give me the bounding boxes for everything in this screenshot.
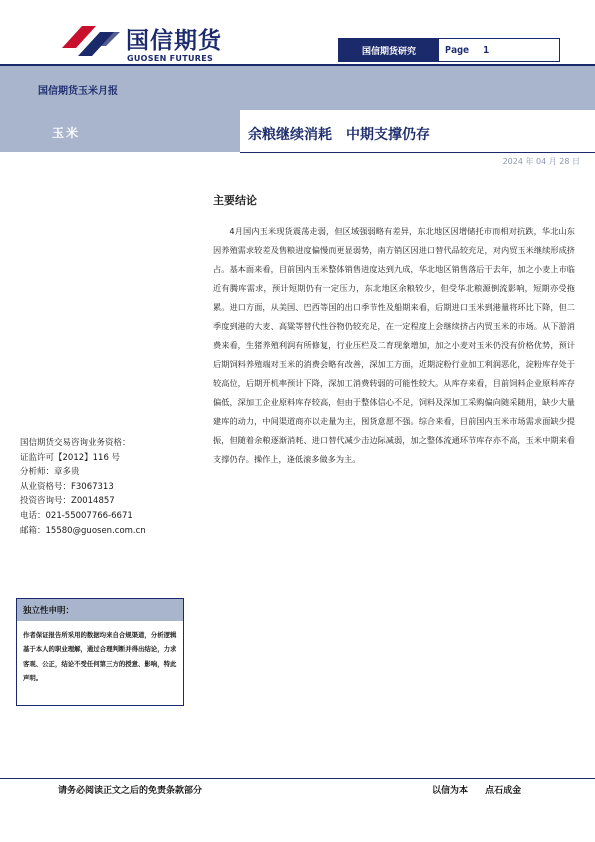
brand-name-cn: 国信期货 bbox=[126, 28, 222, 54]
independence-statement-box bbox=[16, 598, 184, 706]
footer-rule bbox=[0, 778, 595, 779]
independence-title: 独立性申明： bbox=[17, 599, 183, 621]
footer-slogan: 以信为本 点石成金 bbox=[432, 786, 522, 796]
consult-number-line: 投资咨询号：Z0014857 bbox=[20, 496, 115, 507]
header-tag-box bbox=[338, 38, 560, 62]
license-line: 证监许可【2012】116 号 bbox=[20, 452, 121, 463]
category-label: 玉米 bbox=[52, 126, 81, 140]
page-label: Page bbox=[445, 44, 470, 56]
analyst-line: 分析师：章多贵 bbox=[20, 467, 80, 478]
brand-logo bbox=[60, 20, 230, 64]
guosen-logo-icon bbox=[60, 20, 122, 62]
research-tag: 国信期货研究 bbox=[339, 39, 439, 61]
brand-name-en: GUOSEN FUTURES bbox=[127, 54, 214, 63]
report-date: 2024 年 04 月 28 日 bbox=[502, 157, 580, 166]
page-indicator bbox=[439, 39, 559, 61]
independence-text: 作者保证报告所采用的数据均来自合规渠道，分析逻辑基于本人的职业理解，通过合理判断并得出结论，力求客观、公正，结论不受任何第三方的授意、影响，特此声明。 bbox=[23, 631, 177, 683]
footer-disclaimer: 请务必阅读正文之后的免责条款部分 bbox=[58, 786, 203, 796]
email-line: 邮箱：15580@guosen.com.cn bbox=[20, 525, 146, 536]
contact-info bbox=[20, 436, 200, 538]
headline-rule bbox=[240, 152, 595, 153]
report-headline: 余粮继续消耗 中期支撑仍存 bbox=[248, 127, 430, 143]
phone-line: 电话：021-55007766-6671 bbox=[20, 510, 133, 521]
conclusion-paragraph: 4月国内玉米现货震荡走弱，但区域强弱略有差异，东北地区因增储托市而相对抗跌，华北山东因养殖需求较差及售粮进度偏慢而更显弱势，南方销区因进口替代品较充足，对内贸玉米继续形成挤占。基本面来看，目前国内玉米整体销售进度达到九成，华北地区销售落后于去年，加之小麦上市临近有腾库需求，预计短期仍有一定压力，东北地区余粮较少，但受华北粮源倒流影响，短期亦受拖累。进口方面，从美国、巴西等国的出口季节性及船期来看，后期进口玉米到港量将环比下降，但二季度到港的大麦、高粱等替代性谷物仍较充足，在一定程度上会继续挤占内贸玉米的市场。从下游消费来看，生猪养殖利润有所修复，行业压栏及二育现象增加，加之小麦对玉米仍没有价格优势，预计后期饲料养殖端对玉米的消费会略有改善，深加工方面，近期淀粉行业加工利润恶化，淀粉库存处于较高位，后期开机率预计下降，深加工消费转弱的可能性较大。从库存来看，目前饲料企业原料库存偏低，深加工企业原料库存较高，但由于整体信心不足，饲料及深加工采购偏向随采随用，缺少大量建库的动力，中间渠道商亦以走量为主，囤货意愿不强。综合来看，目前国内玉米市场需求面缺少提振，但随着余粮逐渐消耗、进口替代减少击边际减弱，加之整体流通环节库存亦不高，玉米中期来看支撑仍存。操作上，逢低滚多做多为主。 bbox=[213, 226, 575, 464]
practice-number-line: 从业资格号：F3067313 bbox=[20, 481, 114, 492]
category-band bbox=[0, 110, 240, 152]
page-number: 1 bbox=[483, 44, 490, 56]
report-series-title: 国信期货玉米月报 bbox=[38, 86, 118, 97]
qualification-line: 国信期货交易咨询业务资格： bbox=[20, 438, 131, 448]
section-title: 主要结论 bbox=[213, 194, 257, 207]
